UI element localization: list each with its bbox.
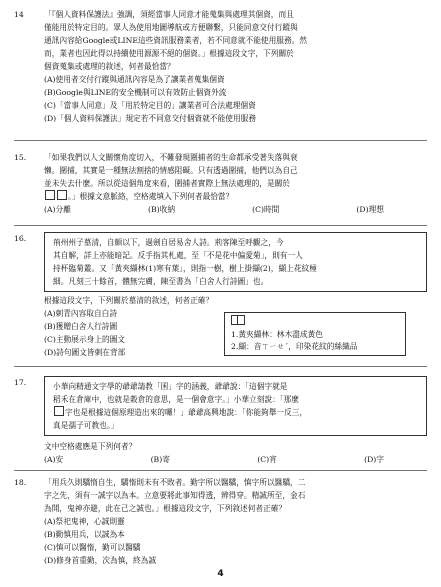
option-a[interactable]: (A)刺青內容取自白詩: [44, 309, 118, 318]
passage-line: 真是孺子可教也。」: [53, 421, 119, 430]
question-14: [14, 8, 427, 125]
question-16: [14, 232, 427, 359]
option-c[interactable]: (C)「當事人同意」及「用於特定目的」讓業者可合法處理個資: [44, 101, 256, 110]
question-divider: [14, 225, 427, 226]
question-17: [14, 376, 427, 466]
option-c[interactable]: (C)主動展示身上的圖文: [44, 335, 126, 344]
question-number: 15.: [14, 153, 27, 162]
option-c[interactable]: (C)宵: [257, 455, 277, 464]
annotation-line: 1.黃夾纈林：林木盡成黃色: [231, 330, 323, 339]
passage-line: [53, 406, 418, 419]
question-area: [44, 294, 427, 359]
question-line-end: 。」根據文意脈絡，空格處填入下列何者最恰當？: [68, 192, 234, 201]
option-b[interactable]: (B)獲贈白舍人行詩圖: [44, 322, 118, 331]
question-text-line: 「如果我們以人文關懷角度切入，不難發現圍捕者的生命都承受著失落與衰: [44, 153, 298, 162]
question-text-line: 並未失去什麼。所以從這個角度來看，圍捕者實際上無法處理的，是關於: [44, 179, 291, 188]
option-a[interactable]: (A)祭祀鬼神，心誠則靈: [44, 517, 125, 526]
passage-line: 稻禾在倉庫中，也就是穀倉的意思，是一個會意字。」小華立刻說：「那麼: [53, 395, 299, 404]
passage-box: [44, 232, 427, 292]
annotation-box: [224, 312, 406, 356]
question-text-line: 「『個人資料保護法』強調，須經當事人同意才能蒐集與處理其個資，而且: [44, 10, 294, 19]
option-a[interactable]: (A)使用者交付行蹤與通訊內容是為了讓業者蒐集個資: [44, 75, 225, 84]
option-b[interactable]: (B)寄: [150, 455, 170, 464]
option-d[interactable]: (D)理想: [356, 205, 384, 214]
passage-line: 其自解，詳上亦能暗記。反手指其札處，至「不是花中偏愛菊」，則有一人: [53, 251, 303, 260]
question-text-line: 懶。圍捕，其實是一種無法割捨的情感阻礙。只有透過圍捕，他們以為自己: [44, 166, 298, 175]
question-divider: [14, 366, 427, 367]
question-number: 14: [14, 10, 24, 19]
question-text-line: [44, 190, 427, 203]
question-text: 根據這段文字，下列關於墓清的敘述，何者正確？: [44, 296, 214, 305]
question-text: 文中空格處應是下列何者？: [44, 442, 137, 451]
question-text-line: 字之先，須有一誠字以為本。立意要將此事知得透，辨得穿。精誠所至，金石: [44, 491, 306, 500]
page-number: 4: [217, 569, 224, 579]
annotation-line: 2.纈：音ㄒㄧㄝˊ，印染花紋的絲織品: [231, 342, 358, 351]
question-15: [14, 151, 427, 216]
question-number: 17.: [14, 378, 27, 387]
passage-line: 小華向精通文字學的爺爺請教「囷」字的涵義，爺爺說：「這個字就是: [53, 382, 288, 391]
option-c[interactable]: (C)慎可以醫惰，勤可以醫驕: [44, 543, 141, 552]
answer-blank: [45, 190, 55, 200]
option-c[interactable]: (C)時間: [252, 205, 280, 214]
option-d[interactable]: (D)字: [364, 455, 384, 464]
option-b[interactable]: (B)Google與LINE的安全機制可以有效防止個資外流: [44, 88, 227, 97]
question-text-line: 而，業者也因此得以持續使用源源不絕的個資。」根據這段文字，下列關於: [44, 49, 294, 58]
option-b[interactable]: (B)收納: [148, 205, 176, 214]
passage-box: [44, 376, 427, 436]
question-divider: [14, 470, 427, 471]
option-a[interactable]: (A)分離: [44, 205, 71, 214]
question-number: 16.: [14, 234, 27, 243]
option-d[interactable]: (D)修身首重勤，次為慎，終為誠: [44, 556, 157, 565]
options-row: [44, 203, 384, 216]
passage-line-text: 字也是根據這個原理造出來的囉！」爺爺高興地說：「你能夠舉一反三，: [65, 408, 308, 417]
passage-line: 持杯臨菊叢。又「黃夾纈林(1)寒有葉」，則指一樹，樹上掛纈(2)，纈上花紋極: [53, 264, 317, 273]
answer-blank: [57, 190, 67, 200]
option-a[interactable]: (A)安: [44, 455, 64, 464]
option-d[interactable]: (D)詩句圖文皆刺在背部: [44, 348, 126, 357]
question-text-line: 「用兵久則驕惰自生，驕惰則未有不敗者。勤字所以醫驕，慎字所以醫驕，二: [44, 478, 306, 487]
question-number: 18.: [14, 478, 27, 487]
question-text-line: 僅能用於特定目的。眾人為使用地圖導航或方便聯繫，只能同意交付行蹤與: [44, 23, 298, 32]
question-text-line: 通訊內容給Google或LINE這些資訊服務業者，若不同意就不能使用服務。然: [44, 36, 308, 45]
question-divider: [14, 140, 427, 141]
question-18: [14, 476, 427, 567]
question-text-line: 為開，鬼神亦避，此在己之誠也。」根據這段文字，下列敘述何者正確？: [44, 504, 287, 513]
passage-line: 荊州州子墓清，自頗以下，過劍自居易舍人詩。荊客陳至呼觀之，今: [53, 238, 284, 247]
option-d[interactable]: (D)「個人資料保護法」規定若不同意交付個資就不能使用服務: [44, 114, 257, 123]
answer-blank: [54, 406, 64, 416]
options-row: [44, 453, 384, 466]
passage-line: 細。凡刻三十餘首，體無完膚，陳至書為「白舍人行詩圖」也。: [53, 277, 269, 286]
option-b[interactable]: (B)勤慎用兵，以誠為本: [44, 530, 125, 539]
question-text-line: 個資蒐集或處理的敘述，何者最恰當？: [44, 62, 175, 71]
book-icon: [231, 315, 245, 325]
